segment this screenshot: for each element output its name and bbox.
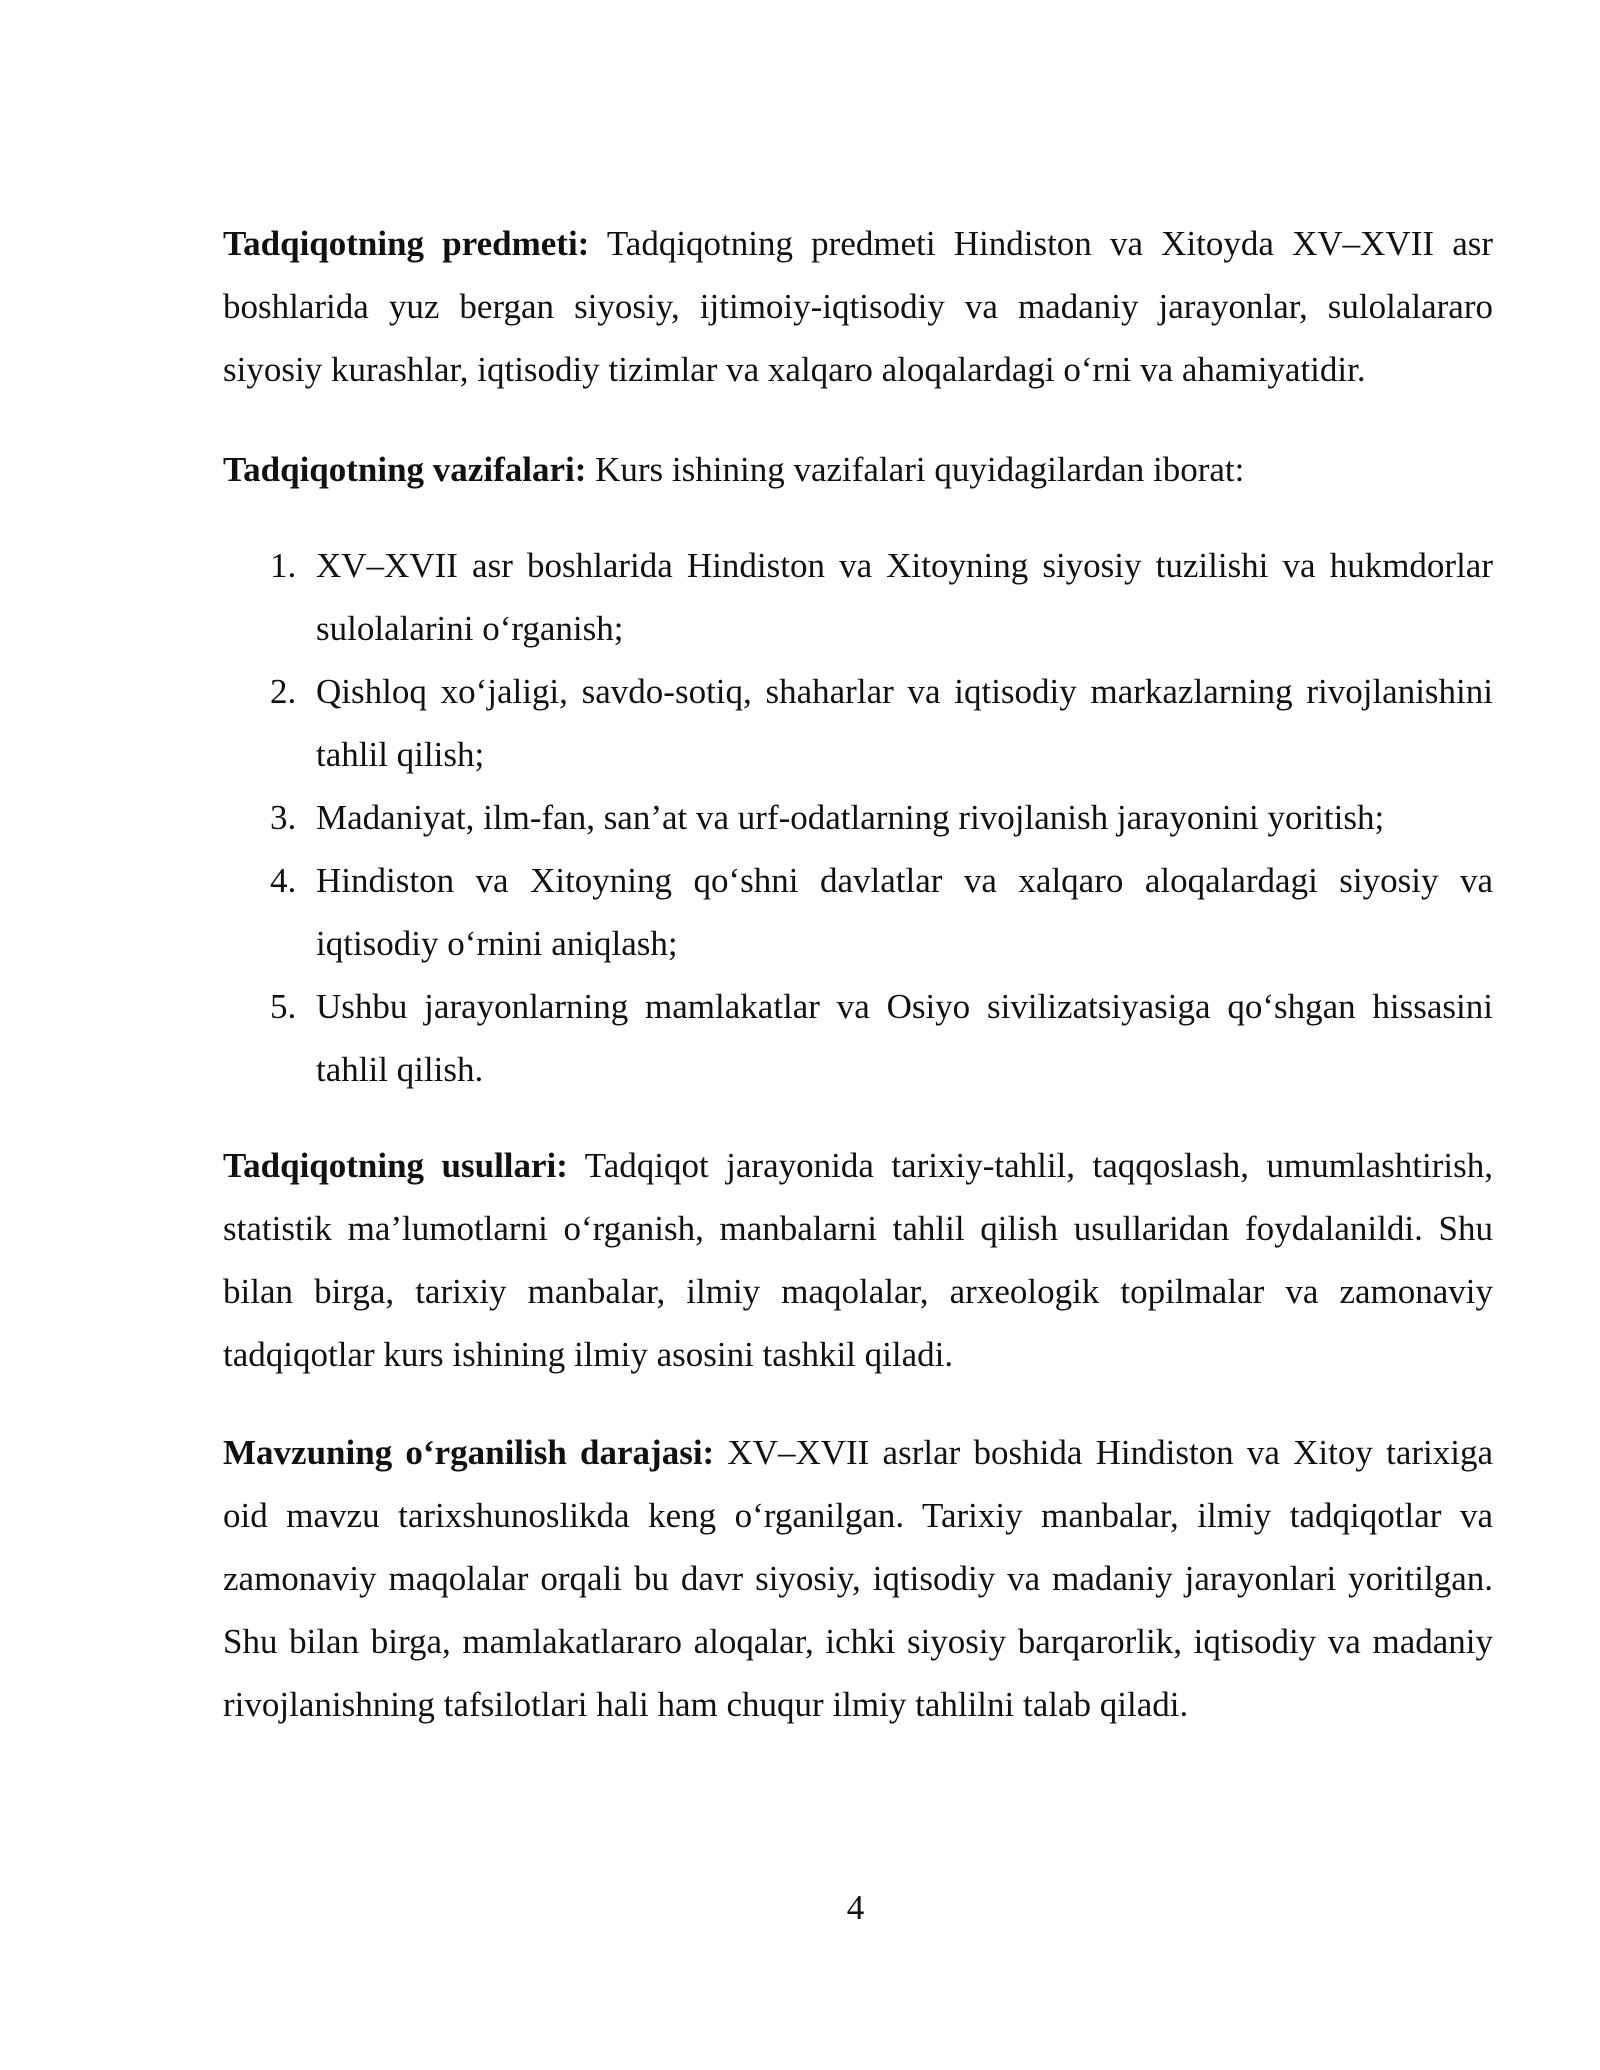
section-vazifalar (223, 438, 1493, 501)
section-text-usullar: Tadqiqot jarayonida tarixiy-tahlil, taqqoslash, umumlashtirish, statistik ma’lumotlarni oʻrganish, manbalarni tahlil qilish usullaridan foydalanildi. Shu bilan birga, tarixiy manbalar, ilmiy maqolalar, arxeologik topilmalar va zamonaviy tadqiqotlar kurs ishining ilmiy asosini tashkil qiladi. (223, 1146, 1493, 1374)
list-item-number: 2. (270, 672, 297, 711)
section-usullar (223, 1134, 1493, 1386)
section-text-vazifalar: Kurs ishining vazifalari quyidagilardan iborat: (586, 450, 1245, 489)
section-heading-daraja: Mavzuning oʻrganilish darajasi: (223, 1433, 715, 1472)
section-text-daraja: XV–XVII asrlar boshida Hindiston va Xitoy tarixiga oid mavzu tarixshunoslikda keng oʻrganilgan. Tarixiy manbalar, ilmiy tadqiqotlar va zamonaviy maqolalar orqali bu davr siyosiy, iqtisodiy va madaniy jarayonlari yoritilgan. Shu bilan birga, mamlakatlararo aloqalar, ichki siyosiy barqarorlik, iqtisodiy va madaniy rivojlanishning tafsilotlari hali ham chuqur ilmiy tahlilni talab qiladi. (223, 1433, 1493, 1724)
list-item-number: 1. (270, 546, 297, 585)
section-heading-usullar: Tadqiqotning usullari: (223, 1146, 568, 1185)
list-item-text: Qishloq xoʻjaligi, savdo-sotiq, shaharlar va iqtisodiy markazlarning rivojlanishini tahlil qilish; (316, 672, 1493, 774)
list-item (223, 849, 1493, 975)
list-item (223, 534, 1493, 660)
list-item-text: Madaniyat, ilm-fan, san’at va urf-odatlarning rivojlanish jarayonini yoritish; (316, 798, 1385, 837)
list-item-text: Ushbu jarayonlarning mamlakatlar va Osiyo sivilizatsiyasiga qoʻshgan hissasini tahlil qilish. (316, 987, 1493, 1089)
list-item (223, 660, 1493, 786)
list-item-text: XV–XVII asr boshlarida Hindiston va Xitoyning siyosiy tuzilishi va hukmdorlar sulolalarini oʻrganish; (316, 546, 1493, 648)
section-heading-vazifalar: Tadqiqotning vazifalari: (223, 450, 587, 489)
list-item (223, 786, 1493, 849)
list-item (223, 975, 1493, 1101)
section-text-predmet: Tadqiqotning predmeti Hindiston va Xitoyda XV–XVII asr boshlarida yuz bergan siyosiy, ijtimoiy-iqtisodiy va madaniy jarayonlar, sulolalararo siyosiy kurashlar, iqtisodiy tizimlar va xalqaro aloqalardagi oʻrni va ahamiyatidir. (223, 224, 1493, 389)
task-list (223, 534, 1493, 1101)
page-content (223, 212, 1493, 1736)
list-item-number: 3. (270, 798, 297, 837)
page-number: 4 (846, 1888, 865, 1927)
section-heading-predmet: Tadqiqotning predmeti: (223, 224, 590, 263)
list-item-text: Hindiston va Xitoyning qoʻshni davlatlar va xalqaro aloqalardagi siyosiy va iqtisodiy oʻrnini aniqlash; (316, 861, 1493, 963)
list-item-number: 4. (270, 861, 297, 900)
section-daraja (223, 1421, 1493, 1736)
list-item-number: 5. (270, 987, 297, 1026)
section-predmet (223, 212, 1493, 401)
